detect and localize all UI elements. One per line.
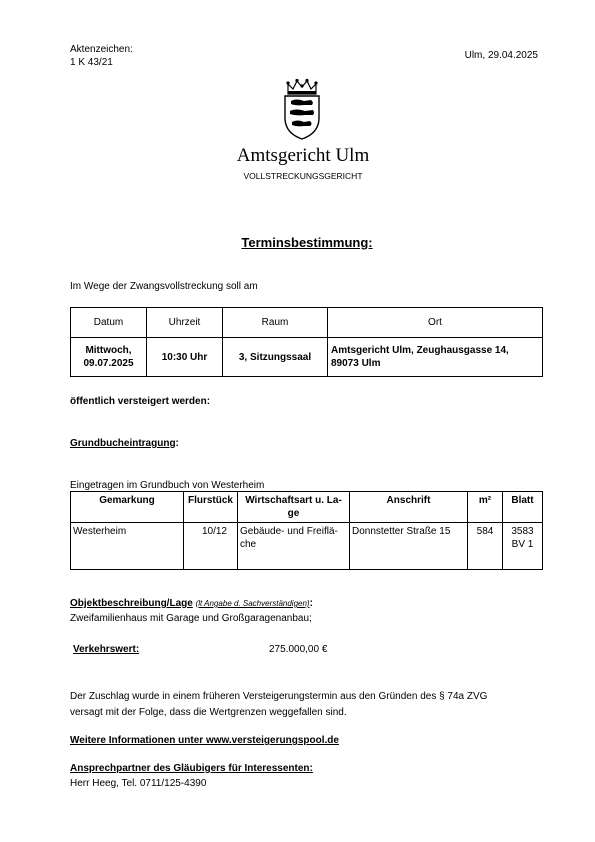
versteigert-text: öffentlich versteigert werden: <box>70 396 211 407</box>
objekt-note: (lt Angabe d. Sachverständigen) <box>195 599 310 608</box>
header-datum: Datum <box>71 308 147 338</box>
datum-line2: 09.07.2025 <box>83 358 134 369</box>
cell-qm: 584 <box>468 523 503 570</box>
datum-line1: Mittwoch, <box>85 345 132 356</box>
cell-ort <box>328 338 543 377</box>
document-title: Terminsbestimmung: <box>241 235 373 250</box>
wirtschaftsart-line1: Gebäude- und Freiflä- <box>240 526 338 537</box>
termin-table <box>70 307 543 377</box>
cell-uhrzeit: 10:30 Uhr <box>147 338 223 377</box>
header-wirtschaftsart-line2: ge <box>287 508 300 519</box>
header-flurstueck: Flurstück <box>184 492 238 523</box>
header-uhrzeit: Uhrzeit <box>147 308 223 338</box>
aktenzeichen-value: 1 K 43/21 <box>70 57 113 68</box>
objekt-heading-text: Objektbeschreibung/Lage <box>70 598 193 609</box>
table-row <box>71 338 543 377</box>
aktenzeichen-label: Aktenzeichen: <box>70 44 133 55</box>
coat-of-arms-icon <box>282 78 322 140</box>
objekt-heading-colon: : <box>309 598 313 609</box>
cell-flurstueck: 10/12 <box>184 523 238 570</box>
header-gemarkung: Gemarkung <box>71 492 184 523</box>
zuschlag-text <box>70 690 550 719</box>
place-date: Ulm, 29.04.2025 <box>464 50 538 61</box>
grundbuch-intro: Eingetragen im Grundbuch von Westerheim <box>70 480 265 491</box>
header-anschrift: Anschrift <box>350 492 468 523</box>
intro-text: Im Wege der Zwangsvollstreckung soll am <box>70 281 258 292</box>
ort-line1: Amtsgericht Ulm, Zeughausgasse 14, <box>331 345 509 356</box>
court-subtitle: VOLLSTRECKUNGSGERICHT <box>243 171 363 181</box>
verkehrswert-value: 275.000,00 € <box>269 644 328 655</box>
cell-anschrift: Donnstetter Straße 15 <box>350 523 468 570</box>
zuschlag-line1: Der Zuschlag wurde in einem früheren Versteigerungstermin aus den Gründen des § 74a ZVG <box>70 691 488 702</box>
cell-datum <box>71 338 147 377</box>
aktenzeichen-block <box>70 43 133 69</box>
header-raum: Raum <box>223 308 328 338</box>
header-wirtschaftsart-line1: Wirtschaftsart u. La- <box>245 495 342 506</box>
termin-table-header <box>71 308 543 338</box>
cell-raum: 3, Sitzungssaal <box>223 338 328 377</box>
blatt-line1: 3583 <box>511 526 534 537</box>
contact-heading: Ansprechpartner des Gläubigers für Interessenten: <box>70 763 313 774</box>
table-row <box>71 523 543 570</box>
grundbuch-heading-text: Grundbucheintragung <box>70 438 176 449</box>
header-qm: m² <box>468 492 503 523</box>
verkehrswert-label: Verkehrswert: <box>73 644 140 655</box>
header-wirtschaftsart <box>238 492 350 523</box>
grundbuch-heading <box>70 437 179 450</box>
contact-person: Herr Heeg, Tel. 0711/125-4390 <box>70 778 207 789</box>
grundbuch-table-header <box>71 492 543 523</box>
grundbuch-heading-colon: : <box>175 438 179 449</box>
objekt-heading <box>70 597 313 610</box>
cell-gemarkung: Westerheim <box>71 523 184 570</box>
header-ort: Ort <box>328 308 543 338</box>
info-link[interactable]: Weitere Informationen unter www.versteigerungspool.de <box>70 735 339 746</box>
court-name: Amtsgericht Ulm <box>236 145 370 166</box>
objekt-text: Zweifamilienhaus mit Garage und Großgaragenanbau; <box>70 613 312 624</box>
grundbuch-table <box>70 491 543 570</box>
header-blatt: Blatt <box>503 492 543 523</box>
ort-line2: 89073 Ulm <box>331 358 381 369</box>
cell-blatt <box>503 523 543 570</box>
wirtschaftsart-line2: che <box>240 539 257 550</box>
blatt-line2: BV 1 <box>511 539 534 550</box>
cell-wirtschaftsart <box>238 523 350 570</box>
zuschlag-line2: versagt mit der Folge, dass die Wertgrenzen weggefallen sind. <box>70 707 347 718</box>
